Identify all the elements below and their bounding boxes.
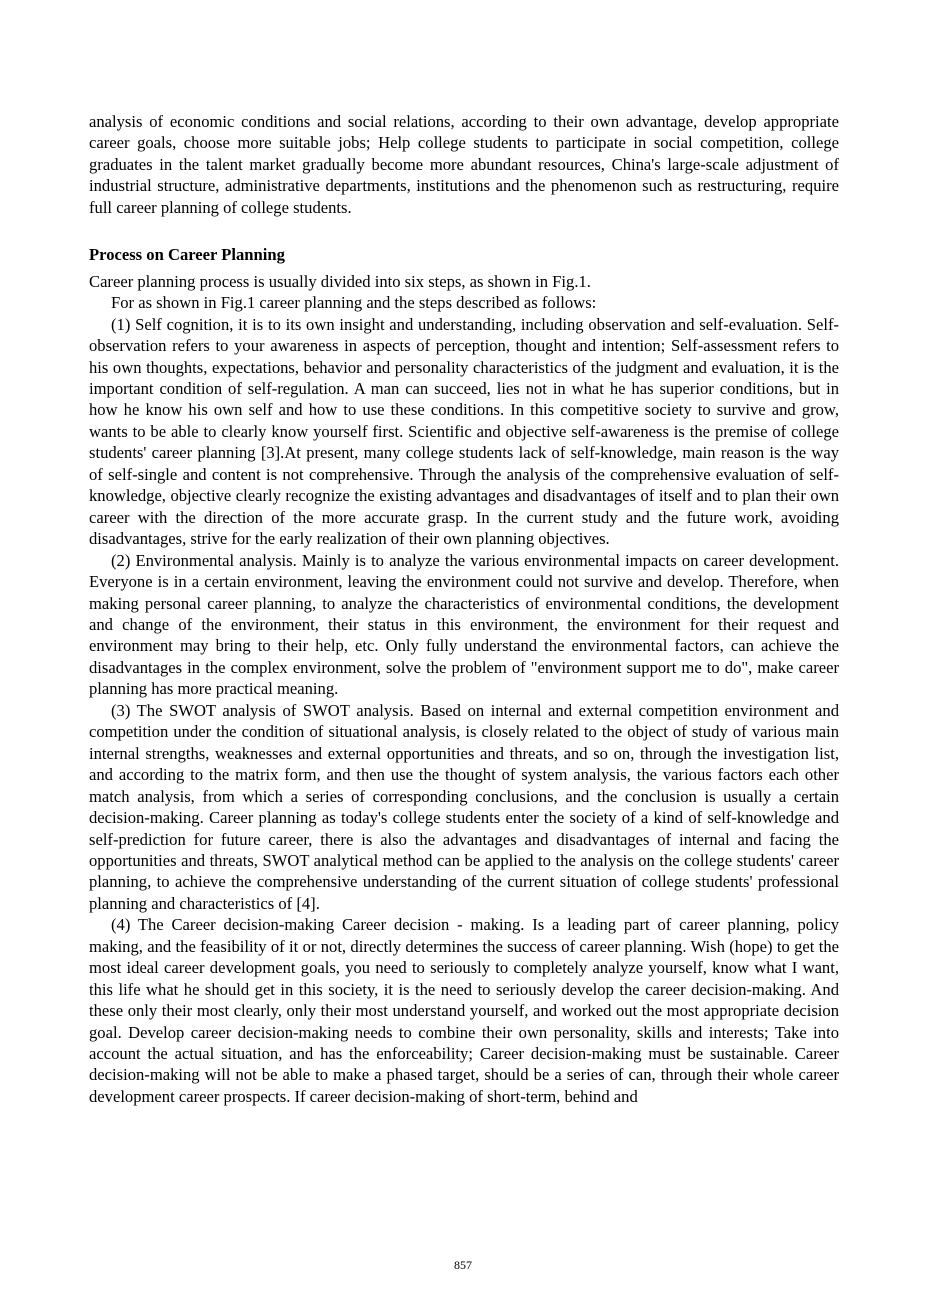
body-paragraph-career-decision: (4) The Career decision-making Career decision - making. Is a leading part of career planning, policy making, and the feasibility of it or not, directly determines the success of career planning. Wish (hope) to get the most ideal career development goals, you need to seriously to completely analyze yourself, know what I want, this life what he should get in this society, it is the need to seriously develop the career decision-making. And these only their most clearly, only their most understand yourself, and worked out the most appropriate decision goal. Develop career decision-making needs to combine their own personality, skills and interests; Take into account the actual situation, and has the enforceability; Career decision-making must be sustainable. Career decision-making will not be able to make a phased target, should be a series of can, through their whole career development career prospects. If career decision-making of short-term, behind and [89,915,839,1106]
body-paragraph-self-cognition: (1) Self cognition, it is to its own insight and understanding, including observation and self-evaluation. Self-observation refers to your awareness in aspects of perception, thought and intention; Self-assessment refers to his own thoughts, expectations, behavior and personality characteristics of the judgment and evaluation, it is the important condition of self-regulation. A man can succeed, lies not in what he has superior conditions, but in how he know his own self and how to use these conditions. In this competitive society to survive and grow, wants to be able to clearly know yourself first. Scientific and objective self-awareness is the premise of college students' career planning [3].At present, many college students lack of self-knowledge, main reason is the way of self-single and content is not comprehensive. Through the analysis of the comprehensive evaluation of self-knowledge, objective clearly recognize the existing advantages and disadvantages of itself and to plan their own career with the direction of the more accurate grasp. In the current study and the future work, avoiding disadvantages, strive for the early realization of their own planning objectives. [89,314,839,549]
body-paragraph-intro: Career planning process is usually divided into six steps, as shown in Fig.1. [89,271,591,291]
body-paragraph-environmental-analysis: (2) Environmental analysis. Mainly is to analyze the various environmental impacts on career development. Everyone is in a certain environment, leaving the environment could not survive and develop. Therefore, when making personal career planning, to analyze the characteristics of environmental conditions, the development and change of the environment, their status in this environment, the environment for their request and environment may bring to their help, etc. Only fully understand the environmental factors, can achieve the disadvantages in the complex environment, solve the problem of "environment support me to do", make career planning has more practical meaning. [89,550,839,699]
section-heading: Process on Career Planning [89,245,285,265]
page-number: 857 [454,1258,472,1272]
continuation-paragraph: analysis of economic conditions and social relations, according to their own advantage, develop appropriate career goals, choose more suitable jobs; Help college students to participate in social competition, college graduates in the talent market gradually become more abundant resources, China's large-scale adjustment of industrial structure, administrative departments, institutions and the phenomenon such as restructuring, require full career planning of college students. [89,112,839,217]
body-paragraph-steps: For as shown in Fig.1 career planning and the steps described as follows: [111,293,597,313]
page-content [89,111,839,1107]
body-paragraph-swot-analysis: (3) The SWOT analysis of SWOT analysis. Based on internal and external competition environment and competition under the condition of situational analysis, is closely related to the object of study of various main internal strengths, weaknesses and external opportunities and threats, and so on, through the investigation list, and according to the matrix form, and then use the thought of system analysis, the various factors each other match analysis, from which a series of corresponding conclusions, and the conclusion is usually a certain decision-making. Career planning as today's college students enter the society of a kind of self-knowledge and self-prediction for future career, there is also the advantages and disadvantages of internal and facing the opportunities and threats, SWOT analytical method can be applied to the analysis on the college students' career planning, to achieve the comprehensive understanding of the current situation of college students' professional planning and characteristics of [4]. [89,700,839,913]
